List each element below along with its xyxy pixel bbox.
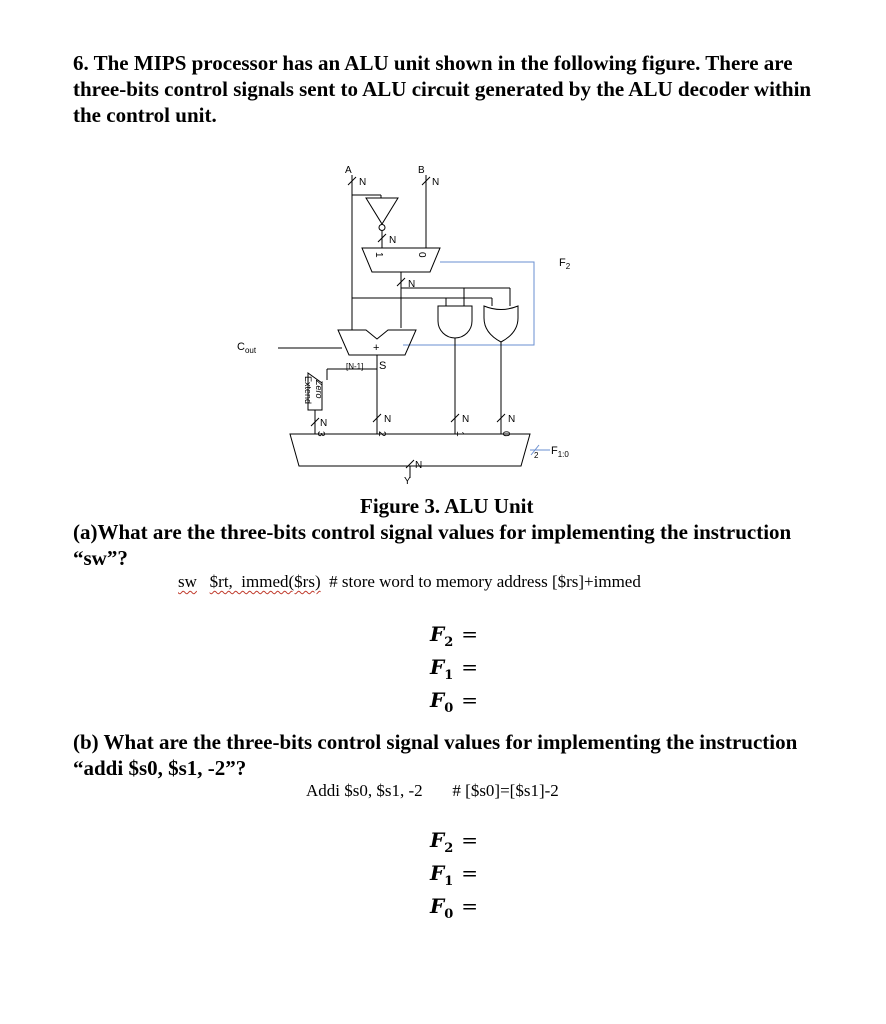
- question-text: 6. The MIPS processor has an ALU unit shown in the following figure. There are three-bits control signals sent to ALU circuit generated by the ALU decoder within the control unit.: [73, 51, 812, 127]
- part-b-f0-eq: $F_0$ =: [430, 894, 479, 922]
- label-mux-zero: 0: [416, 252, 427, 258]
- part-b-equations: [430, 828, 478, 927]
- part-a-question: (a)What are the three-bits control signal values for implementing the instruction “sw”?: [73, 520, 792, 570]
- part-a-f2-eq: $F_2$ =: [430, 622, 479, 650]
- label-zero: Zero: [314, 380, 324, 399]
- part-a-f0-eq: $F_0$ =: [430, 688, 479, 716]
- label-n-sum: N: [384, 414, 392, 425]
- label-in0: 0: [500, 431, 511, 437]
- part-b-f1-eq: $F_1$ =: [430, 861, 479, 889]
- label-n-or: N: [508, 414, 516, 425]
- label-a: A: [345, 165, 352, 176]
- label-in2: 2: [376, 431, 387, 437]
- label-plus: +: [373, 342, 380, 354]
- part-b-question: (b) What are the three-bits control signal values for implementing the instruction “addi $s0, $s1, -2”?: [73, 730, 798, 780]
- label-mux-one: 1: [373, 252, 384, 258]
- label-two: 2: [534, 451, 539, 460]
- label-n-mux: N: [408, 279, 416, 290]
- sw-comment: # store word to memory address [$rs]+immed: [329, 572, 641, 591]
- alu-figure: [230, 160, 630, 490]
- label-n-and: N: [462, 414, 470, 425]
- sw-operands: $rt, immed($rs): [209, 572, 321, 591]
- label-cout: $C_{out}$: [237, 341, 257, 355]
- label-in3: 3: [315, 431, 326, 437]
- figure-caption: Figure 3. ALU Unit: [360, 494, 534, 518]
- label-in1: 1: [454, 431, 465, 437]
- part-a-instruction: [178, 572, 641, 592]
- label-s: S: [379, 360, 387, 372]
- label-n-b: N: [432, 177, 440, 188]
- part-a-f1-eq: $F_1$ =: [430, 655, 479, 683]
- label-n-zero: N: [320, 418, 328, 429]
- label-n-y: N: [415, 460, 423, 471]
- label-f2: $F_2$: [559, 257, 571, 271]
- label-extend: Extend: [303, 376, 313, 405]
- addi-instruction: Addi $s0, $s1, -2: [306, 781, 423, 800]
- part-a-equations: [430, 622, 478, 721]
- part-b-f2-eq: $F_2$ =: [430, 828, 479, 856]
- sw-op: sw: [178, 572, 197, 591]
- part-b-instruction: [306, 781, 559, 801]
- label-n-inv: N: [389, 235, 397, 246]
- label-b: B: [418, 165, 425, 176]
- label-y: Y: [404, 476, 411, 487]
- label-n-a: N: [359, 177, 367, 188]
- label-f10: $F_{1:0}$: [551, 445, 569, 459]
- addi-comment: # [$s0]=[$s1]-2: [452, 781, 559, 800]
- label-n-minus-1: [N-1]: [346, 362, 364, 371]
